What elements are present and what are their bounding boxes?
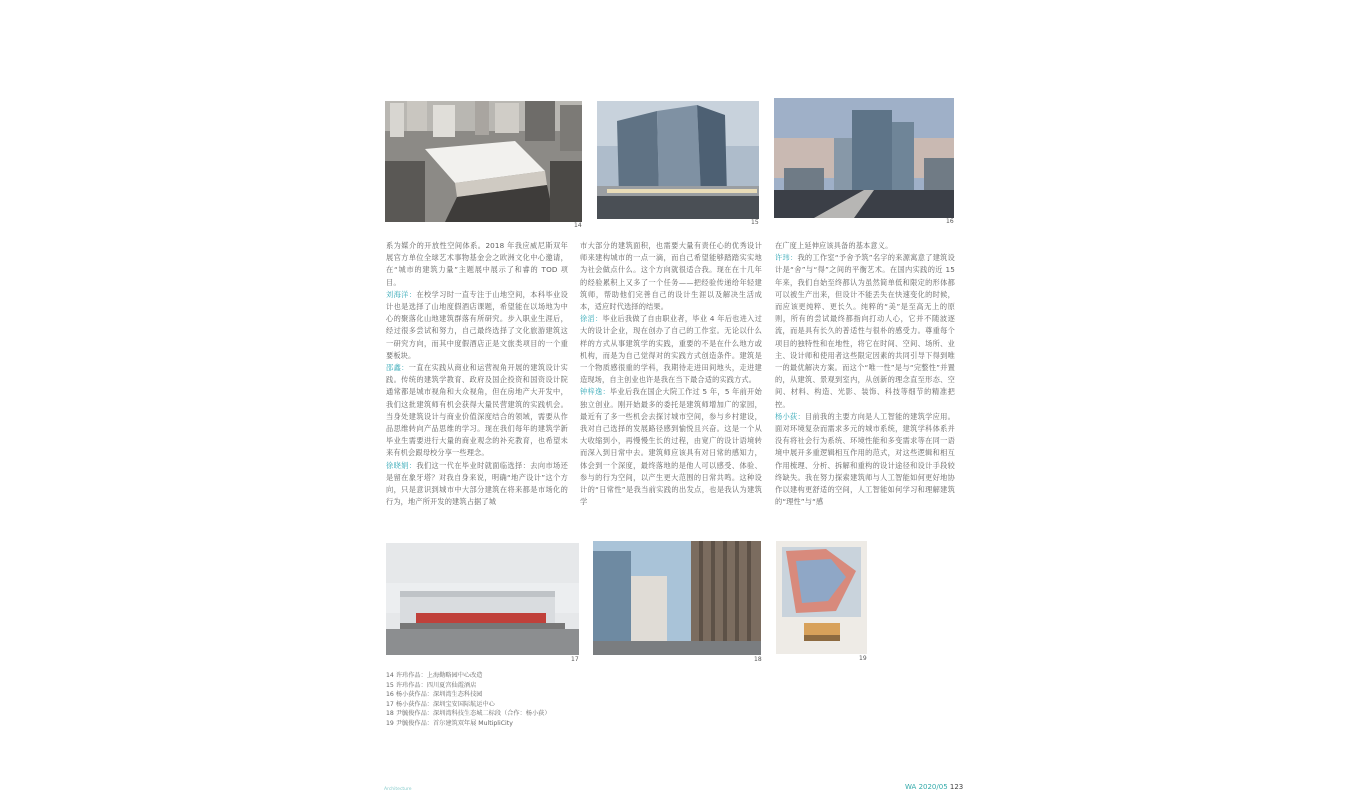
photo-captions [386,671,551,729]
paragraph: 我们这一代在毕业时就面临选择：去向市场还是留在象牙塔？对我自身来说，明确“地产设计”这个方向，只是意识到城市中大部分建筑在将来都是市场化的行为，地产所开发的建筑占据了城 [386,460,568,507]
paragraph: 毕业后我在国企大院工作过 5 年，5 年前开始独立创业。刚开始最多的委托是建筑师增加广的家园，最近有了多一些机会去探讨城市空间，参与乡村建设，我对自己选择的发展路径感到愉悦且兴奋。这是一个从大收缩到小，再慢慢生长的过程，由宽广的设计语境转而深入到日常中去。建筑师应该具有对日常的感知力，体会到一个深度，最终落地的是他人可以感受、体验、参与的行为空间，以产生更大范围的日常共鸣。这种设计的“日常性”是我当前实践的出发点，也是我认为建筑学 [580,387,763,507]
journal-name: WA [905,783,917,791]
footer-folio [905,783,963,791]
text-column-1 [386,240,568,508]
text-column-3 [775,240,955,508]
photo-15-glass-towers [597,101,759,219]
caption: 16 杨小荻作品：深圳湾生态科技园 [386,691,483,699]
photo-18-number: 18 [754,656,762,663]
paragraph: 市大部分的建筑面积，也需要大量有责任心的优秀设计师来建构城市的一点一滴，而自己希望能够踏踏实实地为社会做点什么。这个方向就很适合我。现在在十几年的经验累积上又多了一个任务——把经验传递给年轻建筑师，帮助他们完善自己的设计生涯以及解决生活成本，适应时代选择的结果。 [580,241,762,312]
photo-18-street-towers [593,541,761,655]
issue-number: 2020/05 [918,783,948,791]
paragraph: 我的工作室“予舍予筑”名字的来源寓意了建筑设计是“舍”与“得”之间的平衡艺术。在国内实践的近 15 年来，我们自始至终都认为虽然简单低和限定的形体都可以被生产出来，但设计不能丢失在快速变化的时候，而应该更纯粹、更长久。纯粹的“美”是至高无上的原则，所有的尝试最终都指向打动人心，它并不随波逐流，而是具有长久的普适性与很朴的感受力。尊重每个项目的独特性和在地性，将它在时间、空间、场所、业主、设计师和使用者这些限定因素的共同引导下得到唯一的最优解决方案。而这个“唯一性”是与“完整性”并置的，从建筑、景观到室内，从创新的理念直至形态、空间、材料、构造、光影、装饰、科技等细节的精准把控。 [775,253,956,409]
caption: 17 杨小荻作品：深圳宝安国际航运中心 [386,700,495,708]
paragraph: 在广度上延伸应该具备的基本意义。 [775,241,893,250]
paragraph: 在校学习时一直专注于山地空间，本科毕业设计也是选择了山地度假酒店课题，希望能在以场地为中心的聚落化山地建筑群落有所研究。步入职业生涯后，经过很多尝试和努力，自己最终选择了文化旅游建筑这一研究方向，而其中度假酒店正是文旅类项目的一个重要板块。 [386,289,568,360]
speaker-name: 邵鑫： [386,363,409,373]
footer-section-label: Architecture [384,787,412,792]
caption: 18 尹毓俊作品：深圳湾科技生态城二标段（合作：杨小荻） [386,710,551,718]
photo-19-number: 19 [859,655,867,662]
photo-16-number: 16 [946,218,954,225]
caption: 14 许玮作品：上海勤略园中心改造 [386,672,483,679]
speaker-name: 徐晓娟： [386,460,417,470]
photo-17-number: 17 [571,656,579,663]
photo-14-aerial-building [385,101,582,222]
text-column-2 [580,240,762,508]
paragraph: 系为媒介的开放性空间体系。2018 年我应威尼斯双年展官方单位全球艺术事物基金会之欧洲文化中心邀请，在“城市的建筑力量”主题展中展示了和睿的 TOD 项目。 [386,241,568,287]
speaker-name: 钟梓逸： [580,387,610,397]
paragraph: 目前我的主要方向是人工智能的建筑学应用。面对环境复杂而需求多元的城市系统，建筑学科体系并没有将社会行为系统、环境性能和多变需求等在同一语境中展开多重逻辑相互作用的范式，对这些逻辑和相互作用梳理、分析、拆解和重构的设计途径和设计手段较终缺失。我在努力探索建筑师与人工智能如何更好地协作以建构更舒适的空间，人工智能如何学习和理解建筑的“理性”与“感 [775,411,955,507]
speaker-name: 徐滔： [580,314,603,324]
speaker-name: 许玮： [775,253,798,263]
speaker-name: 杨小荻： [775,411,806,421]
caption: 19 尹毓俊作品：首尔建筑双年展 MultipliCity [386,719,513,727]
paragraph: 一直在实践从商业和运营视角开展的建筑设计实践。传统的建筑学教育、政府及国企投资和国资设计院通常都是城市视角和大众视角，但在房地产大开发中，我们这批建筑师有机会获得大量民营建筑的实践机会。当身处建筑设计与商业价值深度结合的领域，需要从作品思维转向产品思维的学习。现在我们每年的建筑学新毕业生需要进行大量的商业观念的补充教育，也希望未来有机会跟母校分享一些理念。 [386,363,568,458]
speaker-name: 刘海洋： [386,289,417,299]
photo-19-map-model [776,541,867,654]
photo-15-number: 15 [751,219,759,226]
page-number: 123 [949,783,964,791]
photo-14-number: 14 [574,222,582,229]
photo-17-transit-building [386,543,579,655]
photo-16-tech-park [774,98,954,218]
caption: 15 许玮作品：四川夏宫仙霞酒店 [386,681,477,689]
paragraph: 毕业后我做了自由职业者，毕业 4 年后也进入过大的设计企业，现在创办了自己的工作室。无论以什么样的方式从事建筑学的实践，重要的不是在什么地方或机构，而是为自己觉得对的实践方式创造条件。建筑是一个物质感很重的学科，我期待走进田间地头，走进建造现场，自主创业也许是我在当下最合适的实践方式。 [580,314,762,385]
